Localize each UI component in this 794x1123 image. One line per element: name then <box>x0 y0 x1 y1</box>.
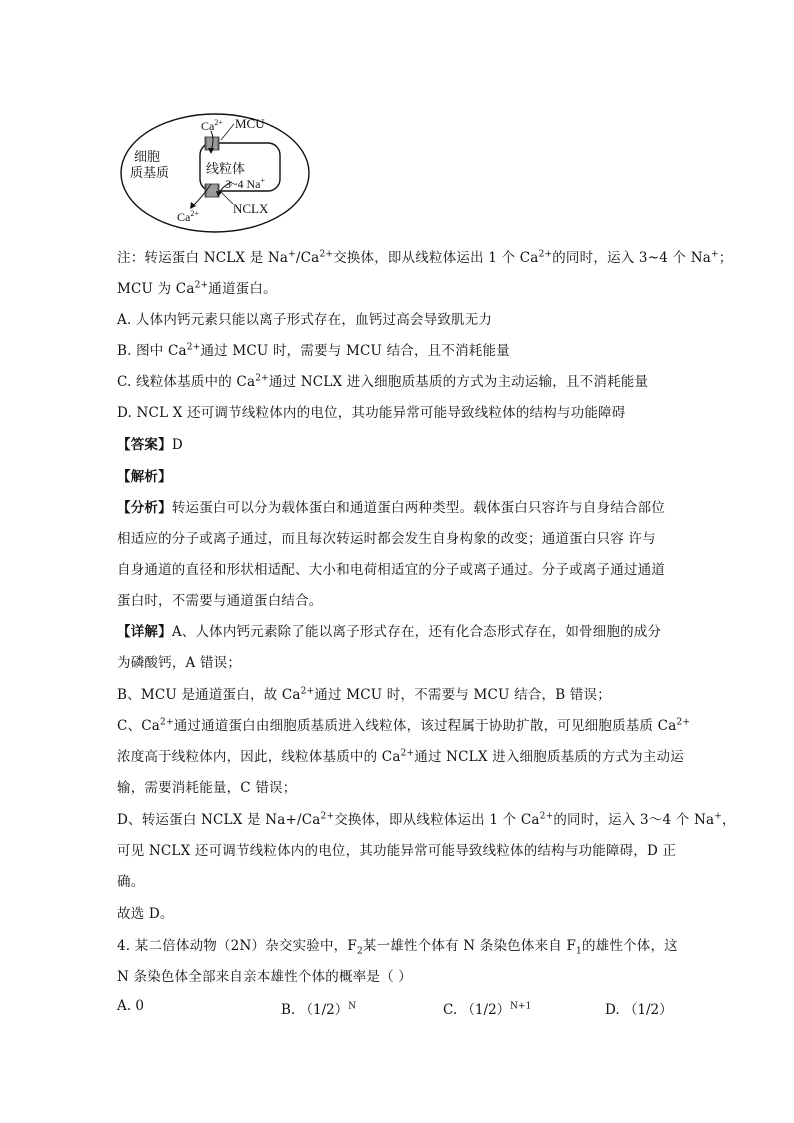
nclx-exchanger-icon <box>205 184 219 197</box>
xiangjie-line-a1: 【详解】A、人体内钙元素除了能以离子形式存在，还有化合态形式存在，如骨细胞的成分 <box>117 624 662 640</box>
fenxi-line-2: 相适应的分子或离子通过，而且每次转运时都会发生自身构象的改变；通道蛋白只容 许与 <box>117 531 656 547</box>
xiangjie-line-d1: D、转运蛋白 NCLX 是 $Na+/Ca^{2+}$交换体，即从线粒体运出 1 个 $Ca^{2+}$的同时，运入 3～4 个 Na+， <box>117 811 736 828</box>
question-4-line-2: N 条染色体全部来自亲本雄性个体的概率是（ ） <box>117 969 412 985</box>
xiangjie-line-c2: 浓度高于线粒体内，因此，线粒体基质中的 $Ca^{2+}$通过 NCLX 进入细胞质基质的方式为主动运 <box>117 748 684 765</box>
mitochondrion-label: 线粒体 <box>206 161 246 176</box>
xiangjie-line-d3: 确。 <box>117 874 145 890</box>
fenxi-line-1: 【分析】转运蛋白可以分为载体蛋白和通道蛋白两种类型。载体蛋白只容许与自身结合部位 <box>117 500 666 516</box>
q4-option-b: B. $(1/2)^N$ <box>281 1001 357 1018</box>
nclx-label: NCLX <box>233 201 269 216</box>
cytoplasm-label-2: 质基质 <box>130 165 170 180</box>
q4-option-c: C. $(1/2)^{N+1}$ <box>443 1001 532 1018</box>
option-a: A. 人体内钙元素只能以离子形式存在，血钙过高会导致肌无力 <box>117 312 493 328</box>
answer-line <box>117 435 183 455</box>
q4-option-d: D. （1/2） <box>605 1002 673 1018</box>
fenxi-line-4: 蛋白时，不需要与通道蛋白结合。 <box>117 593 323 609</box>
note-line-2: MCU 为 $Ca^{2+}$通道蛋白。 <box>117 280 277 297</box>
ca-bottom-label: $Ca^{2+}$ <box>177 209 199 224</box>
answer-value: D <box>171 437 183 453</box>
option-b: B. 图中 $Ca^{2+}$通过 MCU 时，需要与 MCU 结合，且不消耗能量 <box>117 342 510 359</box>
note-line-1: 注：转运蛋白 NCLX 是 $Na^+/Ca^{2+}$交换体，即从线粒体运出 1 个 $Ca^{2+}$的同时，运入 3~4 个 Na+； <box>117 249 733 266</box>
answer-tag: 【答案】 <box>117 437 172 453</box>
analysis-tag: 【解析】 <box>117 469 172 485</box>
question-4-options <box>117 998 677 1018</box>
option-d: D. NCL X 还可调节线粒体内的电位，其功能异常可能导致线粒体的结构与功能障碍 <box>117 405 626 421</box>
mcu-label: MCU <box>235 116 265 131</box>
fenxi-line-3: 自身通道的直径和形状相适配、大小和电荷相适宜的分子或离子通过。分子或离子通过通道 <box>117 562 665 578</box>
na-label: 3~4 Na+ <box>225 176 265 191</box>
xiangjie-line-d2: 可见 NCLX 还可调节线粒体内的电位，其功能异常可能导致线粒体的结构与功能障碍，D 正 <box>117 843 677 859</box>
mitochondria-diagram <box>118 110 313 235</box>
cytoplasm-label-1: 细胞 <box>134 149 161 164</box>
xiangjie-line-b: B、MCU 是通道蛋白，故 $Ca^{2+}$通过 MCU 时，不需要与 MCU 结合，B 错误； <box>117 686 611 703</box>
option-c: C. 线粒体基质中的 $Ca^{2+}$通过 NCLX 进入细胞质基质的方式为主动运输，且不消耗能量 <box>117 373 649 390</box>
xiangjie-line-a2: 为磷酸钙，A 错误； <box>117 655 242 671</box>
question-4-line-1: 4. 某二倍体动物（2N）杂交实验中，$F_2$某一雄性个体有 N 条染色体来自 $F_1$的雄性个体，这 <box>117 938 678 957</box>
q4-option-a: A. 0 <box>117 998 144 1014</box>
xiangjie-line-c1: C、$Ca^{2+}$通过通道蛋白由细胞质基质进入线粒体，该过程属于协助扩散，可见细胞质基质 $Ca^{2+}$ <box>117 717 691 734</box>
ca-top-label: $Ca^{2+}$ <box>201 118 223 133</box>
conclusion-line: 故选 D。 <box>117 906 174 922</box>
xiangjie-line-c3: 输，需要消耗能量，C 错误； <box>117 780 297 796</box>
